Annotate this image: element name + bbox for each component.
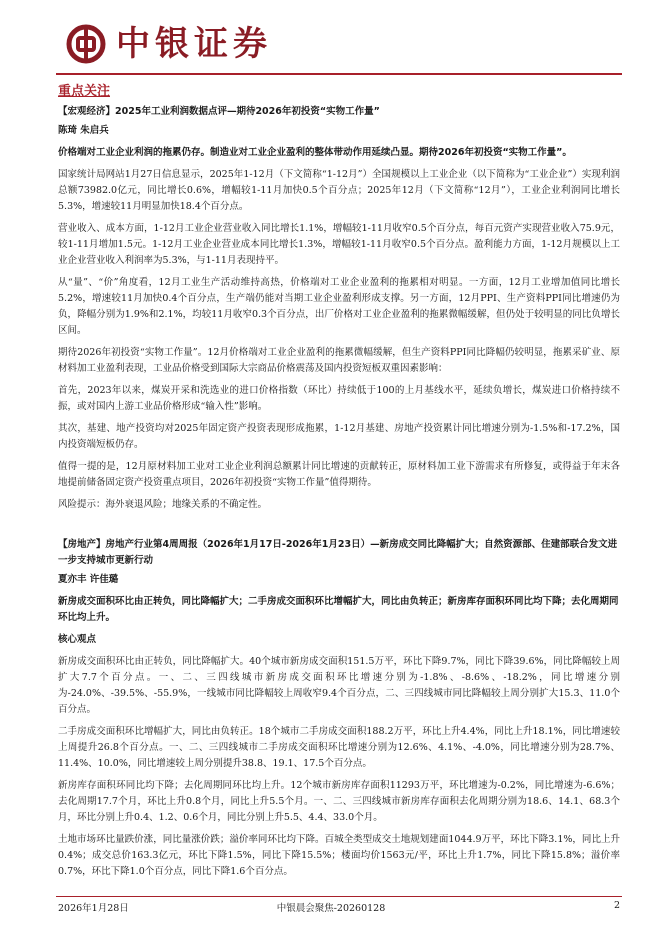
section-underline (58, 96, 110, 97)
article-lead: 价格端对工业企业利润的拖累仍存。制造业对工业企业盈利的整体带动作用延续凸显。期待2026年初投资“实物工作量”。 (58, 147, 572, 158)
article-gap (58, 519, 620, 537)
report-content (58, 104, 620, 886)
bank-logo (66, 22, 272, 66)
article-authors: 夏亦丰 许佳璐 (58, 574, 119, 585)
core-view-heading: 核心观点 (58, 634, 97, 645)
paragraph: 二手房成交面积环比增幅扩大，同比由负转正。18个城市二手房成交面积188.2万平，环比上升4.4%，同比上升18.1%，同比增速较上周提升26.8个百分点。一、二、三四线城市二手房成交面积环比增速分别为12.6%、4.1%、-4.0%，同比增速分别为28.7%、11.4%、10.0%，同比增速较上周分别提升38.8、19.1、17.5个百分点。 (58, 726, 620, 769)
header-divider (56, 73, 622, 75)
footer-divider (56, 896, 622, 897)
paragraph: 新房成交面积环比由正转负，同比降幅扩大。40个城市新房成交面积151.5万平，环比下降9.7%，同比下降39.6%，同比降幅较上周扩大7.7个百分点。一、二、三四线城市新房成交面积环比增速分别为-1.8%、-8.6%、-18.2%，同比增速分别为-24.0%、-39.5%、-55.9%，一线城市同比降幅较上周收窄9.4个百分点，二、三四线城市同比降幅较上周分别扩大15.3、11.0个百分点。 (58, 656, 620, 715)
footer-title: 中银晨会聚焦-20260128 (276, 903, 386, 914)
paragraph: 从“量”、“价”角度看，12月工业生产活动维持高热，价格端对工业企业盈利的拖累相对明显。一方面，12月工业增加值同比增长5.2%，增速较11月加快0.4个百分点，生产端仍能对当期工业企业盈利形成支撑。另一方面，12月PPI、生产资料PPI同比增速仍为负，降幅分别为1.9%和2.1%，均较11月收窄0.3个百分点，出厂价格对工业企业盈利的拖累微幅缓解，但仍处于较明显的同比负增长区间。 (58, 277, 620, 336)
article-title: 【宏观经济】2025年工业利润数据点评—期待2026年初投资“实物工作量” (58, 106, 380, 117)
paragraph: 营业收入、成本方面，1-12月工业企业营业收入同比增长1.1%，增幅较1-11月收窄0.5个百分点，每百元资产实现营业收入75.9元，较1-11月增加1.5元。1-12月工业企业营业成本同比增长1.3%，增幅较1-11月收窄0.5个百分点。盈利能力方面，1-12月规模以上工业企业营业收入利润率为5.3%，与1-11月表现持平。 (58, 223, 620, 266)
paragraph: 其次，基建、地产投资均对2025年固定资产投资表现形成拖累，1-12月基建、房地产投资累计同比增速分别为-1.5%和-17.2%，国内投资端短板仍存。 (58, 423, 620, 450)
risk-note: 风险提示：海外衰退风险；地缘关系的不确定性。 (58, 499, 268, 510)
brand-name: 中银证券 (116, 24, 272, 64)
article-authors: 陈琦 朱启兵 (58, 125, 109, 136)
article-lead: 新房成交面积环比由正转负，同比降幅扩大；二手房成交面积环比增幅扩大，同比由负转正；新房库存面积环同比均下降；去化周期同环比均上升。 (58, 596, 619, 623)
paragraph: 期待2026年初投资“实物工作量”。12月价格端对工业企业盈利的拖累微幅缓解，但生产资料PPI同比降幅仍较明显，拖累采矿业、原材料加工业盈利表现，工业品价格受到国际大宗商品价格震荡及国内投资短板双重因素影响： (58, 347, 620, 374)
article-macro (58, 104, 620, 513)
page-number: 2 (613, 900, 620, 911)
section-title: 重点关注 (58, 84, 111, 99)
article-title: 【房地产】房地产行业第4周周报（2026年1月17日-2026年1月23日）—新房成交同比降幅扩大；自然资源部、住建部联合发文进一步支持城市更新行动 (58, 539, 618, 566)
boc-logo-icon (66, 24, 106, 64)
paragraph: 首先，2023年以来，煤炭开采和洗选业的进口价格指数（环比）持续低于100的上月基线水平，延续负增长，煤炭进口价格持续不振，或对国内上游工业品价格形成“输入性”影响。 (58, 385, 620, 412)
footer-date: 2026年1月28日 (58, 903, 129, 914)
paragraph: 值得一提的是，12月原材料加工业对工业企业利润总额累计同比增速的贡献转正，原材料加工业下游需求有所修复，或得益于年末各地提前储备固定资产投资重点项目，2026年初投资“实物工作量”值得期待。 (58, 461, 620, 488)
paragraph: 国家统计局网站1月27日信息显示，2025年1-12月（下文简称“1-12月”）全国规模以上工业企业（以下简称为“工业企业”）实现利润总额73982.0亿元，同比增长0.6%，增幅较1-11月加快0.5个百分点；2025年12月（下文简称“12月”），工业企业利润同比增长5.3%，增速较11月明显加快18.4个百分点。 (58, 169, 620, 212)
article-property (58, 537, 620, 880)
paragraph: 土地市场环比量跌价涨，同比量涨价跌；溢价率同环比均下降。百城全类型成交土地规划建面1044.9万平，环比下降3.1%，同比上升0.4%；成交总价163.3亿元，环比下降1.5%，同比下降15.5%；楼面均价1563元/平，环比上升1.7%，同比下降15.8%；溢价率0.7%，环比下降1.0个百分点，同比下降1.6个百分点。 (58, 834, 620, 877)
paragraph: 新房库存面积环同比均下降；去化周期同环比均上升。12个城市新房库存面积11293万平，环比增速为-0.2%，同比增速为-6.6%；去化周期17.7个月，环比上升0.8个月，同比上升5.5个月。一、二、三四线城市新房库存面积去化周期分别为18.6、14.1、68.3个月，环比分别上升0.4、1.2、0.6个月，同比分别上升5.5、4.4、33.0个月。 (58, 780, 620, 823)
